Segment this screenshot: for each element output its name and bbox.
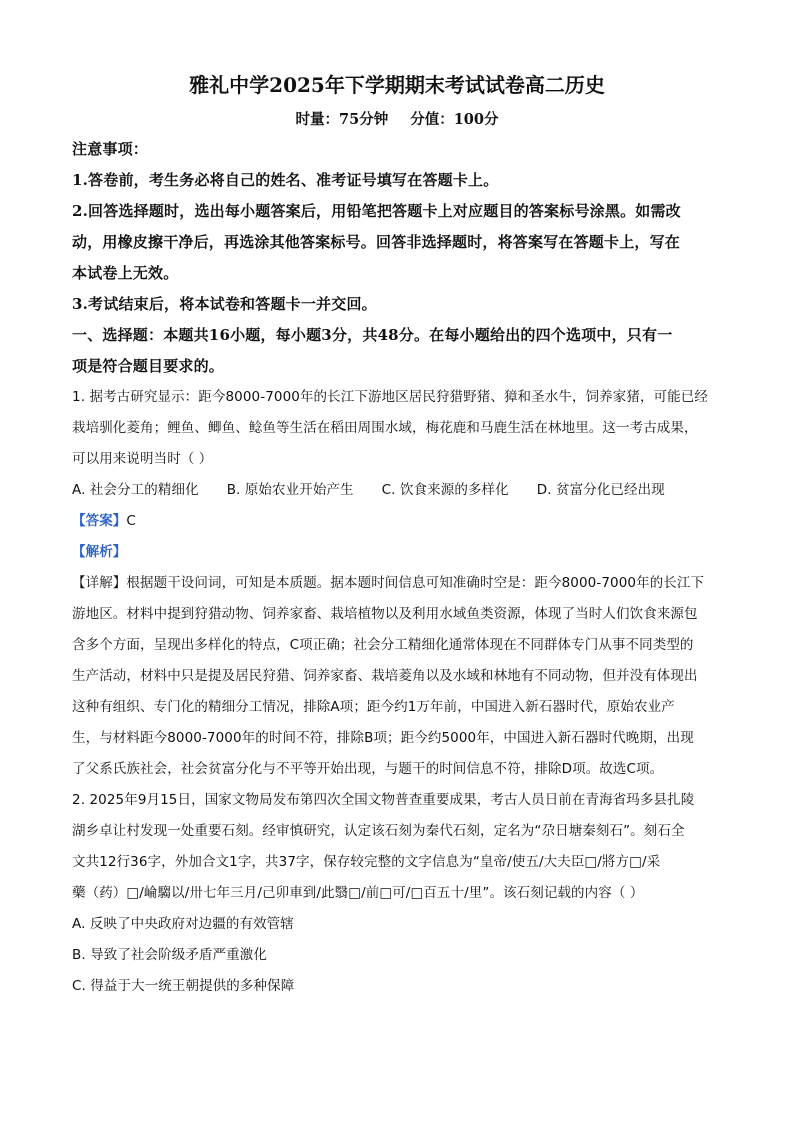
question-stem-line: 文共12行36字，外加合文1字，共37字，保存较完整的文字信息为“皇帝/使五/大夫臣□/將方□/采	[72, 854, 661, 870]
question-stem-line: 藥（药）□/崘騶以/卅七年三月/己卯車到/此翳□/前□可/□百五十/里”。该石刻记载的内容（ ）	[72, 885, 644, 901]
answer-tag: 【答案】	[72, 513, 127, 529]
notice-heading: 注意事项：	[72, 140, 149, 158]
option-c: C. 得益于大一统王朝提供的多种保障	[72, 978, 295, 994]
question-stem-line: 栽培驯化菱角；鲤鱼、鲫鱼、鲶鱼等生活在稻田周围水域，梅花鹿和马鹿生活在林地里。这一考古成果，	[72, 420, 698, 436]
notice-line: 本试卷上无效。	[72, 264, 179, 282]
exam-time: 时量：75分钟	[295, 111, 389, 128]
option-b: B. 原始农业开始产生	[226, 482, 354, 498]
question-1	[72, 382, 722, 785]
detail-line: 了父系氏族社会，社会贫富分化与不平等开始出现，与题干的时间信息不符，排除D项。故选C项。	[72, 761, 664, 777]
notice-line: 3.考试结束后，将本试卷和答题卡一并交回。	[72, 295, 377, 313]
detail-line: 含多个方面，呈现出多样化的特点，C项正确；社会分工精细化通常体现在不同群体专门从事不同类型的	[72, 637, 694, 653]
option-a: A. 反映了中央政府对边疆的有效管辖	[72, 916, 294, 932]
answer-line	[72, 506, 722, 537]
option-c: C. 饮食来源的多样化	[381, 482, 509, 498]
option-a: A. 社会分工的精细化	[72, 482, 199, 498]
options-row	[72, 475, 722, 506]
question-stem-line: 可以用来说明当时（ ）	[72, 451, 213, 467]
detail-tag: 【详解】	[72, 575, 127, 591]
detail-text: 根据题干设问词，可知是本质题。据本题时间信息可知准确时空是：距今8000-7000年的长江下	[126, 575, 705, 591]
page-title: 雅礼中学2025年下学期期末考试试卷高二历史	[189, 73, 605, 97]
exam-meta	[72, 110, 722, 130]
exam-score: 分值：100分	[410, 111, 499, 128]
analysis-tag: 【解析】	[72, 544, 127, 560]
option-d: D. 贫富分化已经出现	[536, 482, 665, 498]
question-stem-line: 湖乡卓让村发现一处重要石刻。经审慎研究，认定该石刻为秦代石刻，定名为“尕日塘秦刻石”。刻石全	[72, 823, 685, 839]
notice-line: 2.回答选择题时，选出每小题答案后，用铅笔把答题卡上对应题目的答案标号涂黑。如需改	[72, 202, 681, 220]
section-heading: 项是符合题目要求的。	[72, 357, 225, 375]
answer-value: C	[126, 513, 136, 529]
option-b: B. 导致了社会阶级矛盾严重激化	[72, 947, 267, 963]
detail-line: 游地区。材料中提到狩猎动物、饲养家畜、栽培植物以及利用水域鱼类资源，体现了当时人们饮食来源包	[72, 606, 698, 622]
question-stem-line: 1. 据考古研究显示：距今8000-7000年的长江下游地区居民狩猎野猪、獐和圣水牛，饲养家猪，可能已经	[72, 389, 708, 405]
detail-line: 生，与材料距今8000-7000年的时间不符，排除B项；距今约5000年，中国进入新石器时代晚期，出现	[72, 730, 694, 746]
detail-line	[72, 568, 722, 599]
section-heading: 一、选择题：本题共16小题，每小题3分，共48分。在每小题给出的四个选项中，只有一	[72, 326, 673, 344]
notice-line: 1.答卷前，考生务必将自己的姓名、准考证号填写在答题卡上。	[72, 171, 499, 189]
analysis-line	[72, 537, 722, 568]
question-2	[72, 785, 722, 1002]
detail-line: 这种有组织、专门化的精细分工情况，排除A项；距今约1万年前，中国进入新石器时代，原始农业产	[72, 699, 675, 715]
question-stem-line: 2. 2025年9月15日，国家文物局发布第四次全国文物普查重要成果，考古人员日前在青海省玛多县扎陵	[72, 792, 695, 808]
detail-line: 生产活动，材料中只是提及居民狩猎、饲养家畜、栽培菱角以及水域和林地有不同动物，但并没有体现出	[72, 668, 698, 684]
notice-line: 动，用橡皮擦干净后，再选涂其他答案标号。回答非选择题时，将答案写在答题卡上，写在	[72, 233, 681, 251]
